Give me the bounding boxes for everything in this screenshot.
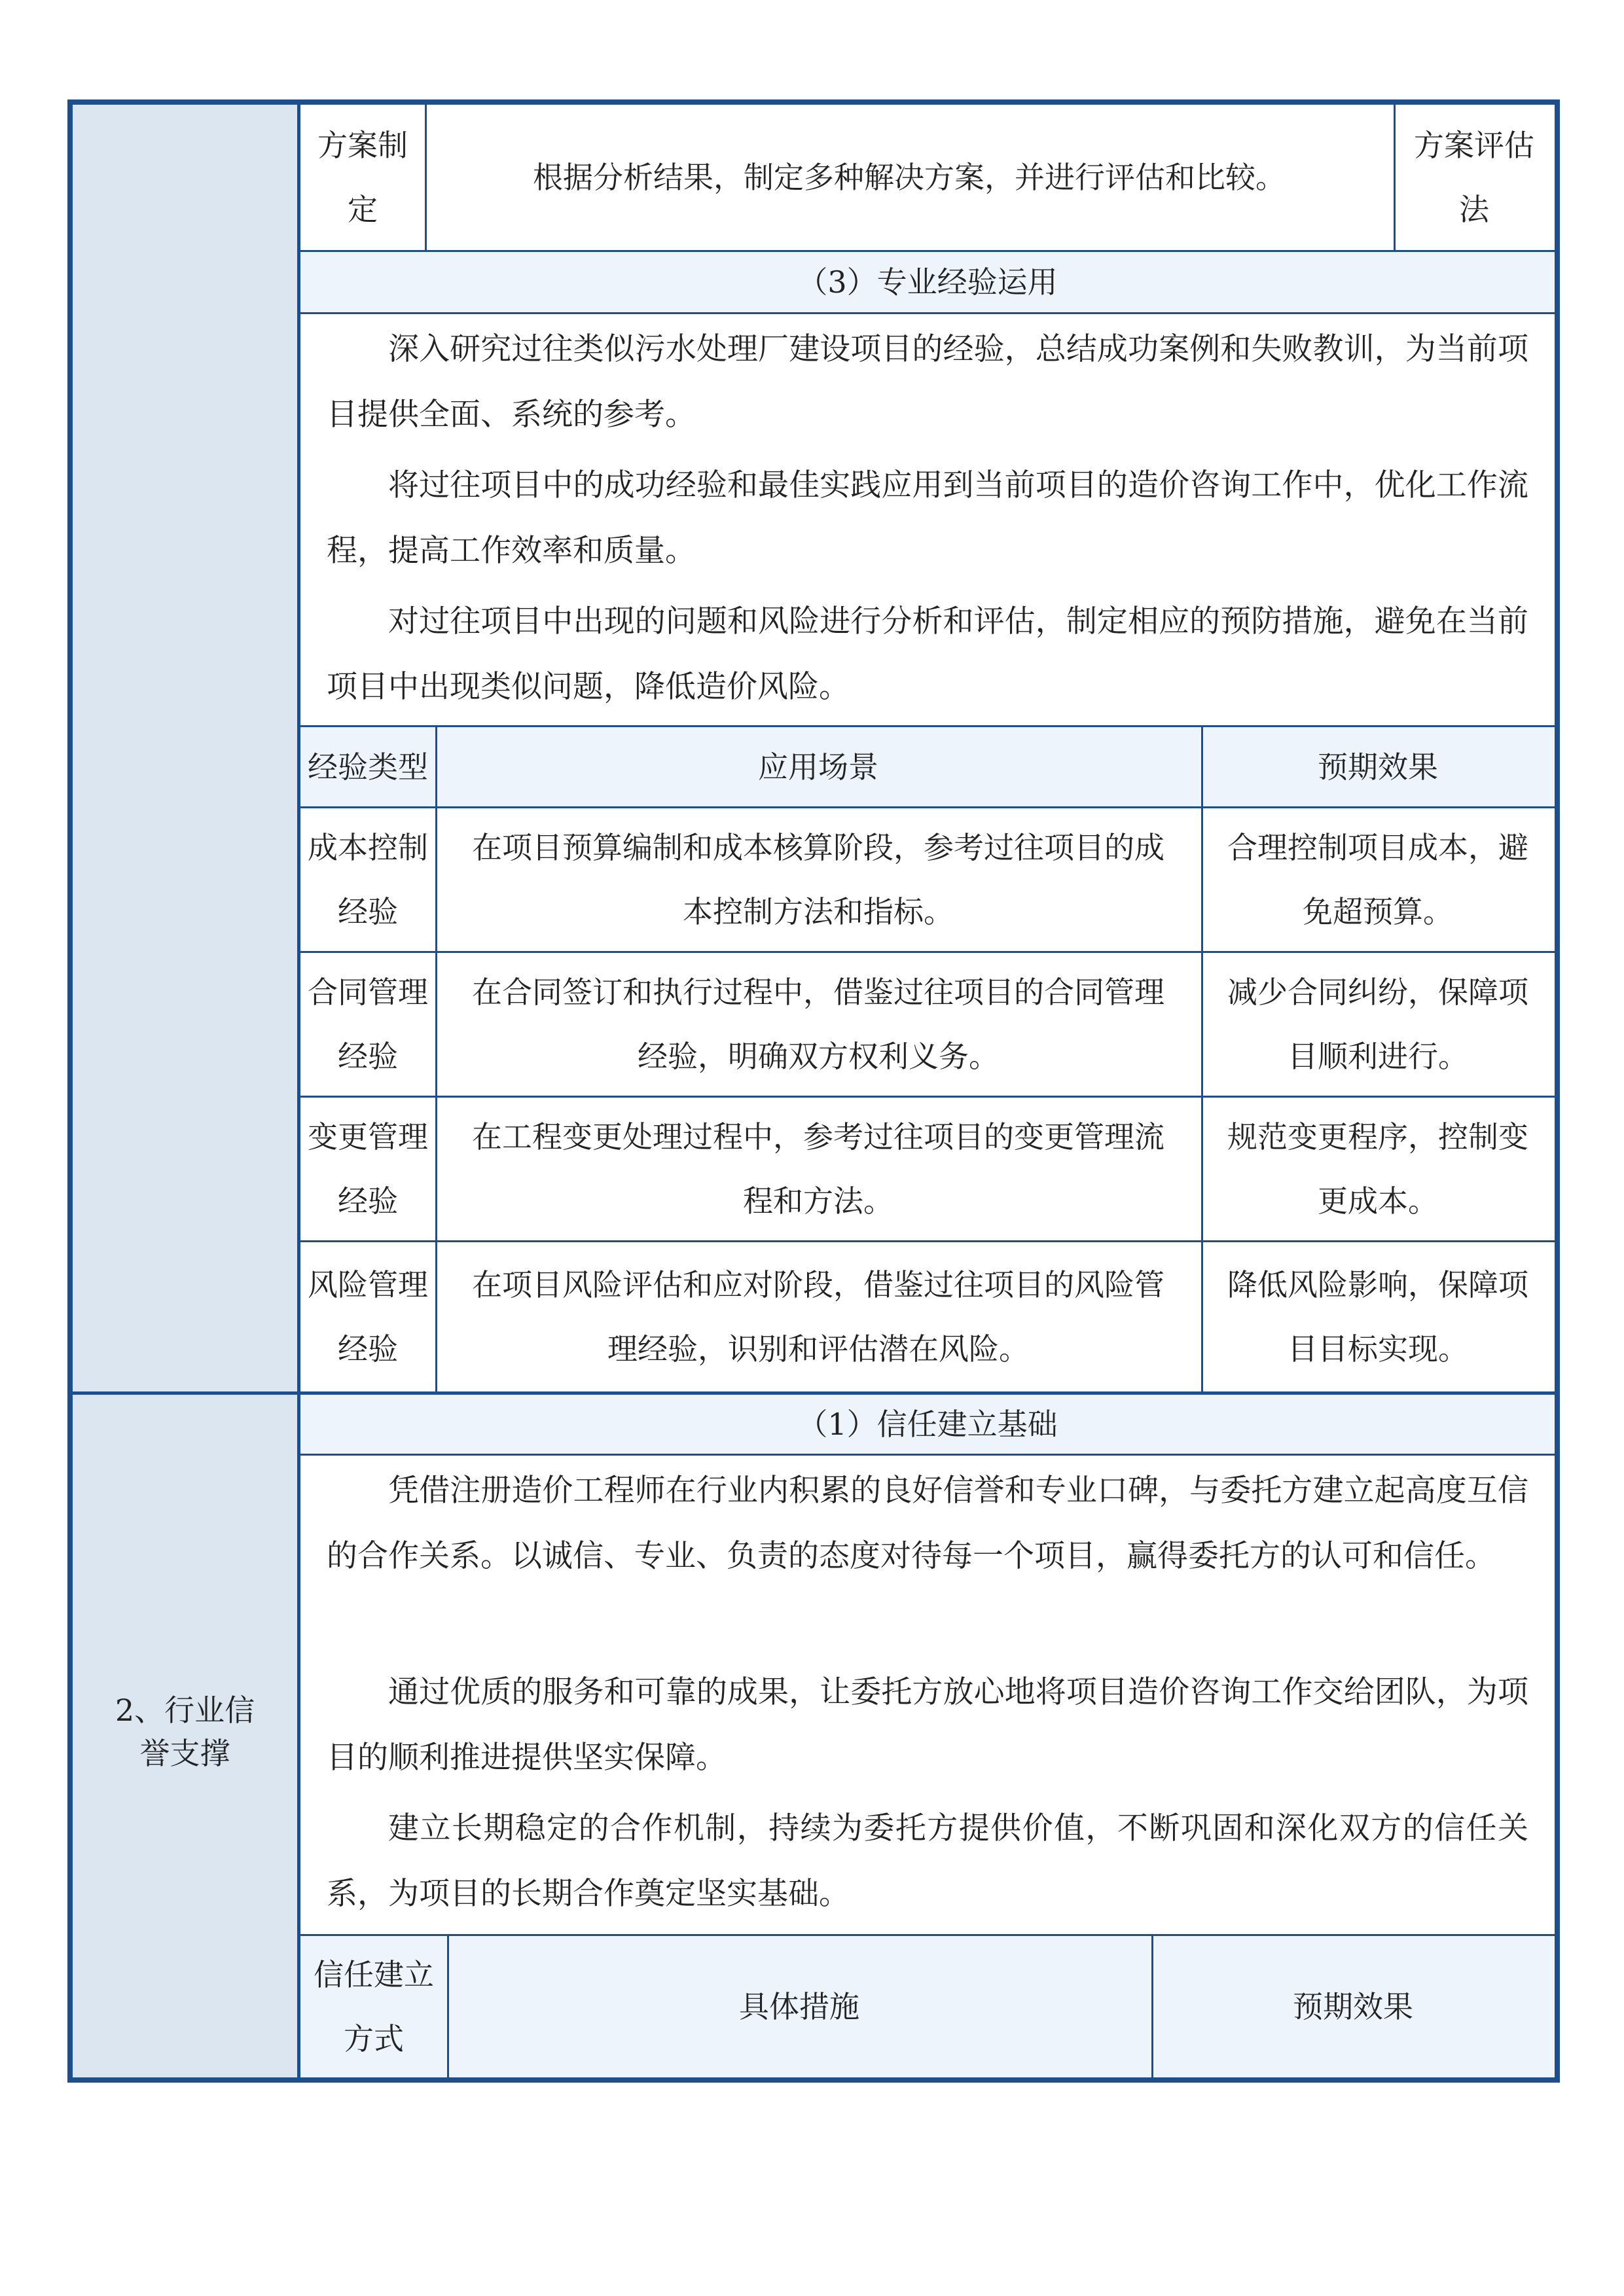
- experience-paragraph-1: 深入研究过往类似污水处理厂建设项目的经验，总结成功案例和失败教训，为当前项目提供全面、系统的参考。: [327, 331, 1528, 433]
- right-content: [300, 105, 1555, 2077]
- table-cell-scene: 在合同签订和执行过程中，借鉴过往项目的合同管理 经验，明确双方权利义务。: [472, 975, 1164, 1074]
- table-header-experience-type: 经验类型: [300, 727, 435, 806]
- table-row: 成本控制 经验: [308, 830, 428, 929]
- table-header-expected-effect: 预期效果: [1201, 727, 1555, 806]
- table-cell-effect: 规范变更程序，控制变 更成本。: [1227, 1119, 1528, 1219]
- left-category-column: [73, 105, 297, 2077]
- table-header-application-scene: 应用场景: [435, 727, 1201, 806]
- table-cell-scene: 在工程变更处理过程中，参考过往项目的变更管理流 程和方法。: [472, 1119, 1164, 1219]
- method-name-cell: 方案制 定: [317, 128, 408, 227]
- table-row: 合同管理 经验: [308, 975, 428, 1074]
- section-title-trust-foundation: （1）信任建立基础: [300, 1395, 1555, 1454]
- trust-paragraph-1: 凭借注册造价工程师在行业内积累的良好信誉和专业口碑，与委托方建立起高度互信的合作关系。以诚信、专业、负责的态度对待每一个项目，赢得委托方的认可和信任。: [327, 1473, 1528, 1574]
- table-header-trust-expected-effect: 预期效果: [1151, 1936, 1555, 2077]
- method-tool-cell: 方案评估 法: [1414, 128, 1534, 227]
- document-table: [67, 99, 1560, 2083]
- section-title-professional-experience: （3）专业经验运用: [300, 252, 1555, 312]
- method-description-cell: 根据分析结果，制定多种解决方案，并进行评估和比较。: [533, 160, 1286, 195]
- trust-paragraph-2: 通过优质的服务和可靠的成果，让委托方放心地将项目造价咨询工作交给团队，为项目的顺利推进提供坚实保障。: [327, 1674, 1528, 1776]
- trust-paragraph-3: 建立长期稳定的合作机制，持续为委托方提供价值，不断巩固和深化双方的信任关系，为项目的长期合作奠定坚实基础。: [327, 1810, 1528, 1912]
- table-header-specific-measures: 具体措施: [447, 1936, 1151, 2077]
- table-row: 风险管理 经验: [308, 1267, 428, 1367]
- table-cell-scene: 在项目风险评估和应对阶段，借鉴过往项目的风险管 理经验，识别和评估潜在风险。: [472, 1267, 1164, 1367]
- table-cell-effect: 合理控制项目成本，避 免超预算。: [1227, 830, 1528, 929]
- table-header-trust-method: 信任建立 方式: [300, 1936, 447, 2077]
- table-cell-effect: 降低风险影响，保障项 目目标实现。: [1227, 1267, 1528, 1367]
- category-label-industry-reputation: 2、行业信 誉支撑: [115, 1693, 255, 1771]
- table-row: 变更管理 经验: [308, 1119, 428, 1219]
- table-cell-effect: 减少合同纠纷，保障项 目顺利进行。: [1227, 975, 1528, 1074]
- table-cell-scene: 在项目预算编制和成本核算阶段，参考过往项目的成 本控制方法和指标。: [472, 830, 1164, 929]
- experience-paragraph-2: 将过往项目中的成功经验和最佳实践应用到当前项目的造价咨询工作中，优化工作流程，提高工作效率和质量。: [327, 467, 1528, 569]
- experience-paragraph-3: 对过往项目中出现的问题和风险进行分析和评估，制定相应的预防措施，避免在当前项目中出现类似问题，降低造价风险。: [327, 603, 1528, 705]
